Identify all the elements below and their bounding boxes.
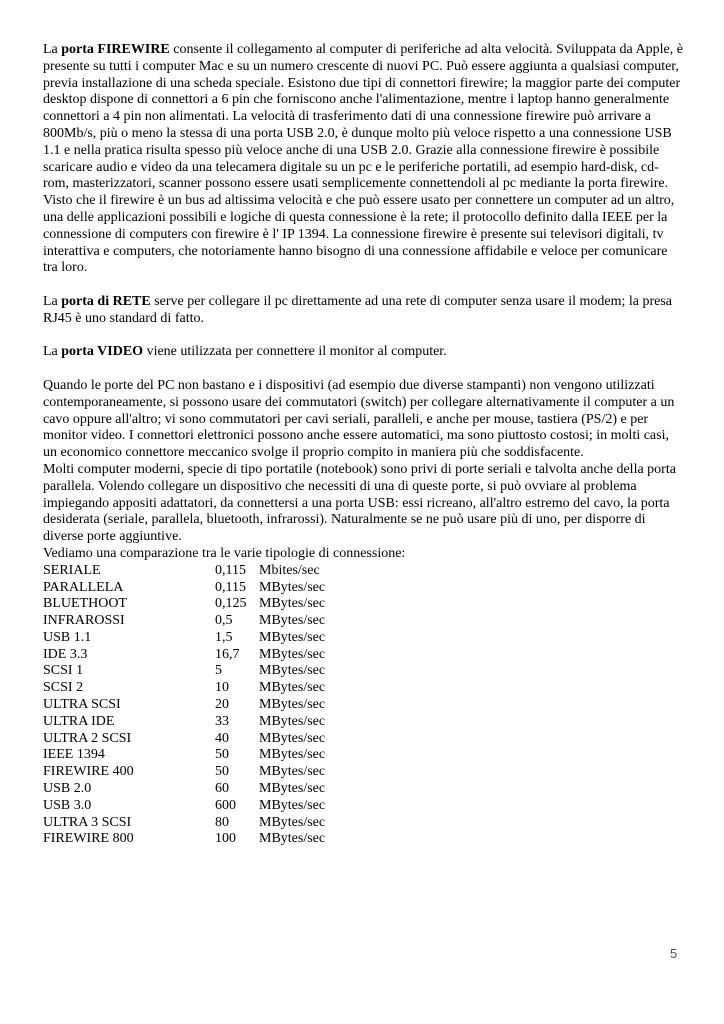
speed-unit: MBytes/sec bbox=[259, 747, 326, 763]
connection-name: ULTRA 3 SCSI bbox=[43, 814, 132, 830]
speed-unit: MBytes/sec bbox=[259, 680, 326, 696]
notebook-paragraph: Molti computer moderni, specie di tipo portatile (notebook) sono privi di porte seriali e talvolta anche della porta parallela. Volendo collegare un dispositivo che necessiti di una di queste porte, si può ovviare al problema impiegando appositi adattatori, da connettersi a una porta USB: essi ricreano, all'altro estremo del cavo, la porta desiderata (seriale, parallela, bluetooth, infrarossi). Naturalmente se ne può usare più di uno, per disporre di diverse porte aggiuntive. bbox=[43, 461, 676, 545]
table-row bbox=[43, 815, 379, 832]
table-row bbox=[43, 697, 379, 714]
speed-value: 33 bbox=[215, 713, 229, 729]
paragraph-gap bbox=[43, 328, 683, 345]
speed-value: 10 bbox=[215, 680, 229, 696]
connection-name: ULTRA SCSI bbox=[43, 697, 121, 713]
connection-name: FIREWIRE 400 bbox=[43, 764, 134, 780]
firewire-paragraph: La porta FIREWIRE consente il collegamento al computer di periferiche ad alta velocità. Sviluppata da Apple, è presente su tutti i computer Mac e su un numero crescente di nuovi PC. Può essere aggiunta a qualsiasi computer, previa installazione di una scheda speciale. Esistono due tipi di connettori firewire; la maggior parte dei computer desktop dispone di connettori a 6 pin che forniscono anche l'alimentazione, mentre i laptop hanno generalmente connettori a 4 pin non alimentati. La velocità di trasferimento dati di una connessione firewire può arrivare a 800Mb/s, più o meno la stessa di una porta USB 2.0, è dunque molto più veloce rispetto a una connessione USB 1.1 e nella pratica risulta spesso più veloce anche di una USB 2.0. Grazie alla connessione firewire è possibile scaricare audio e video da una telecamera digitale su un pc e le periferiche portatili, ad esempio hard-disk, cd-rom, masterizzatori, scanner possono essere usati semplicemente connettendoli al pc mediante la porta firewire. Visto che il firewire è un bus ad altissima velocità e che può essere usato per connettere un computer ad un altro, una delle applicazioni possibili e logiche di questa connessione è la rete; il protocollo definito dalla IEEE per la connessione di computers con firewire è l' IP 1394. La connessione firewire è presente sui televisori digitali, tv interattiva e computers, che notoriamente hanno bisogno di una connessione affidabile e veloce per comunicare tra loro. bbox=[43, 42, 683, 276]
connection-name: IDE 3.3 bbox=[43, 646, 88, 662]
speed-table-body bbox=[43, 563, 379, 849]
table-row bbox=[43, 563, 379, 580]
connection-name: IEEE 1394 bbox=[43, 747, 105, 763]
speed-value: 50 bbox=[215, 764, 229, 780]
speed-unit: MBytes/sec bbox=[259, 596, 326, 612]
speed-value: 60 bbox=[215, 781, 229, 797]
connection-name: USB 3.0 bbox=[43, 797, 92, 813]
speed-comparison-table bbox=[43, 563, 379, 849]
speed-unit: MBytes/sec bbox=[259, 713, 326, 729]
speed-unit: MBytes/sec bbox=[259, 730, 326, 746]
document-body bbox=[43, 42, 683, 848]
speed-unit: MBytes/sec bbox=[259, 764, 326, 780]
table-row bbox=[43, 798, 379, 815]
speed-unit: MBytes/sec bbox=[259, 663, 326, 679]
speed-value: 80 bbox=[215, 814, 229, 830]
connection-name: ULTRA 2 SCSI bbox=[43, 730, 132, 746]
speed-unit: MBytes/sec bbox=[259, 629, 326, 645]
page-number: 5 bbox=[670, 946, 678, 961]
network-port-heading: porta di RETE bbox=[61, 293, 151, 309]
speed-value: 20 bbox=[215, 697, 229, 713]
table-row bbox=[43, 613, 379, 630]
connection-name: USB 2.0 bbox=[43, 781, 92, 797]
speed-value: 50 bbox=[215, 747, 229, 763]
table-row bbox=[43, 781, 379, 798]
speed-value: 0,115 bbox=[215, 579, 246, 595]
speed-value: 0,5 bbox=[215, 613, 233, 629]
firewire-heading: porta FIREWIRE bbox=[61, 42, 170, 57]
connection-name: SERIALE bbox=[43, 562, 101, 578]
speed-unit: MBytes/sec bbox=[259, 814, 326, 830]
speed-value: 16,7 bbox=[215, 646, 240, 662]
speed-value: 0,115 bbox=[215, 562, 246, 578]
table-row bbox=[43, 647, 379, 664]
speed-value: 100 bbox=[215, 831, 236, 847]
connection-name: SCSI 2 bbox=[43, 680, 84, 696]
speed-unit: MBytes/sec bbox=[259, 831, 326, 847]
speed-unit: MBytes/sec bbox=[259, 613, 326, 629]
table-row bbox=[43, 764, 379, 781]
table-row bbox=[43, 731, 379, 748]
connection-name: USB 1.1 bbox=[43, 629, 92, 645]
speed-value: 40 bbox=[215, 730, 229, 746]
table-row bbox=[43, 630, 379, 647]
speed-value: 1,5 bbox=[215, 629, 233, 645]
speed-unit: MBytes/sec bbox=[259, 646, 326, 662]
table-row bbox=[43, 596, 379, 613]
table-row bbox=[43, 680, 379, 697]
speed-value: 0,125 bbox=[215, 596, 247, 612]
connection-name: BLUETHOOT bbox=[43, 596, 127, 612]
table-row bbox=[43, 580, 379, 597]
video-port-paragraph: La porta VIDEO viene utilizzata per connettere il monitor al computer. bbox=[43, 344, 447, 360]
connection-name: INFRAROSSI bbox=[43, 613, 125, 629]
speed-unit: MBytes/sec bbox=[259, 781, 326, 797]
network-port-paragraph: La porta di RETE serve per collegare il pc direttamente ad una rete di computer senza usare il modem; la presa RJ45 è uno standard di fatto. bbox=[43, 293, 673, 326]
connection-name: PARALLELA bbox=[43, 579, 124, 595]
speed-unit: MBytes/sec bbox=[259, 697, 326, 713]
comparison-intro: Vediamo una comparazione tra le varie tipologie di connessione: bbox=[43, 545, 406, 561]
speed-value: 600 bbox=[215, 797, 236, 813]
connection-name: FIREWIRE 800 bbox=[43, 831, 134, 847]
switch-paragraph: Quando le porte del PC non bastano e i dispositivi (ad esempio due diverse stampanti) non vengono utilizzati contemporaneamente, si possono usare dei commutatori (switch) per collegare alternativamente il computer a un cavo oppure all'altro; vi sono commutatori per cavi seriali, paralleli, e anche per mouse, tastiera (PS/2) e per monitor video. I connettori elettronici possono anche essere automatici, ma sono piuttosto costosi; in molti casi, un economico connettore meccanico svolge il proprio compito in maniera più che soddisfacente. bbox=[43, 377, 675, 461]
speed-unit: MBytes/sec bbox=[259, 579, 326, 595]
speed-unit: Mbites/sec bbox=[259, 562, 320, 578]
speed-value: 5 bbox=[215, 663, 222, 679]
connection-name: ULTRA IDE bbox=[43, 713, 115, 729]
table-row bbox=[43, 831, 379, 848]
paragraph-gap bbox=[43, 361, 683, 378]
connection-name: SCSI 1 bbox=[43, 663, 84, 679]
paragraph-gap bbox=[43, 277, 683, 294]
table-row bbox=[43, 747, 379, 764]
table-row bbox=[43, 663, 379, 680]
table-row bbox=[43, 714, 379, 731]
video-port-heading: porta VIDEO bbox=[61, 344, 144, 360]
speed-unit: MBytes/sec bbox=[259, 797, 326, 813]
